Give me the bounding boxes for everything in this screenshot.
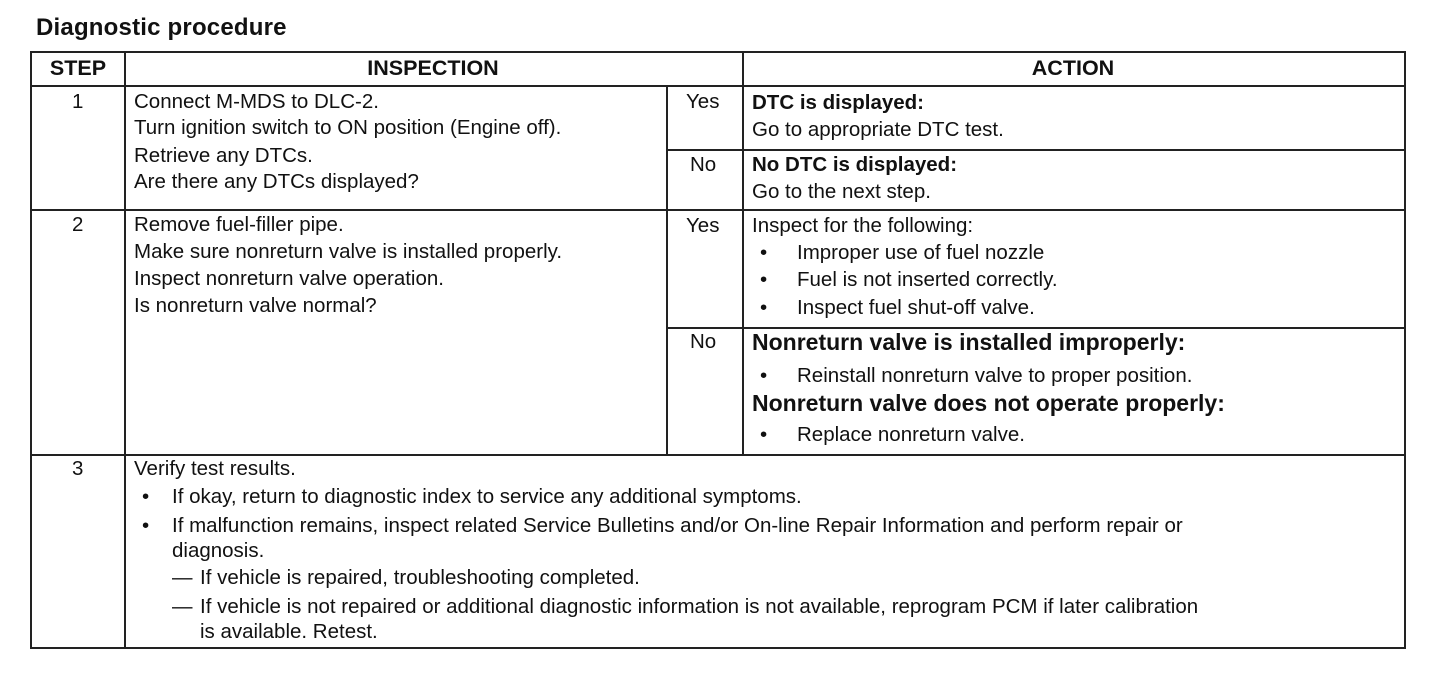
step2-yes-label: Yes (686, 214, 720, 237)
step1-no-label: No (690, 153, 717, 176)
step3-intro: Verify test results. (134, 457, 296, 480)
step3-bullet: • If malfunction remains, inspect related Service Bulletins and/or On-line Repair Information and perform repair or (142, 513, 1183, 540)
step3-bullet-continuation: diagnosis. (172, 539, 265, 562)
bullet-icon: • (142, 485, 150, 508)
step3-dash-item: — If vehicle is repaired, troubleshooting completed. (172, 565, 640, 592)
bullet-icon: • (760, 268, 768, 291)
step2-yes-bullet: • Fuel is not inserted correctly. (760, 267, 1058, 294)
step1-inspection-line: Retrieve any DTCs. (134, 144, 313, 167)
step2-no-bullet: • Reinstall nonreturn valve to proper position. (760, 363, 1192, 390)
bullet-icon: • (760, 364, 768, 387)
step2-no-label: No (690, 330, 717, 353)
bullet-icon: • (142, 514, 150, 537)
page-title: Diagnostic procedure (36, 14, 287, 41)
column-divider-step (124, 53, 126, 647)
bullet-icon: • (760, 423, 768, 446)
step1-no-title: No DTC is displayed: (752, 153, 958, 176)
header-step: STEP (49, 56, 107, 80)
step3-dash-continuation: is available. Retest. (200, 620, 378, 643)
step1-inspection-line: Are there any DTCs displayed? (134, 170, 419, 193)
dash-icon: — (172, 566, 193, 589)
dash-icon: — (172, 595, 193, 618)
step2-inspection-line: Make sure nonreturn valve is installed properly. (134, 240, 563, 263)
step1-inspection-line: Connect M-MDS to DLC-2. (134, 90, 379, 113)
step2-yes-bullet: • Improper use of fuel nozzle (760, 240, 1044, 267)
step1-yes-label: Yes (686, 90, 720, 113)
header-inspection: INSPECTION (367, 56, 499, 80)
bullet-icon: • (760, 296, 768, 319)
diagnostic-table (30, 51, 1406, 649)
step2-yes-intro: Inspect for the following: (752, 214, 974, 237)
header-action: ACTION (1031, 56, 1115, 80)
step-number-2: 2 (72, 213, 84, 236)
step2-no-title-2: Nonreturn valve does not operate properly: (752, 390, 1225, 416)
column-divider-yesno (666, 86, 668, 454)
step2-inspection-line: Is nonreturn valve normal? (134, 294, 377, 317)
step1-no-text: Go to the next step. (752, 180, 931, 203)
step1-inspection-line: Turn ignition switch to ON position (Engine off). (134, 116, 562, 139)
bullet-icon: • (760, 241, 768, 264)
step1-action-divider (666, 149, 1404, 151)
step-number-3: 3 (72, 457, 84, 480)
step2-no-bullet: • Replace nonreturn valve. (760, 422, 1025, 449)
step1-yes-text: Go to appropriate DTC test. (752, 118, 1004, 141)
step1-row-divider (32, 209, 1404, 211)
step3-bullet: • If okay, return to diagnostic index to service any additional symptoms. (142, 484, 802, 511)
header-divider (32, 85, 1404, 87)
step1-yes-title: DTC is displayed: (752, 91, 925, 114)
step2-inspection-line: Inspect nonreturn valve operation. (134, 267, 444, 290)
step3-dash-item: — If vehicle is not repaired or additional diagnostic information is not available, reprogram PCM if later calibration (172, 594, 1198, 621)
step2-inspection-line: Remove fuel-filler pipe. (134, 213, 344, 236)
step2-no-title-1: Nonreturn valve is installed improperly: (752, 329, 1186, 355)
column-divider-action (742, 53, 744, 454)
step2-yes-bullet: • Inspect fuel shut-off valve. (760, 295, 1035, 322)
step-number-1: 1 (72, 90, 84, 113)
